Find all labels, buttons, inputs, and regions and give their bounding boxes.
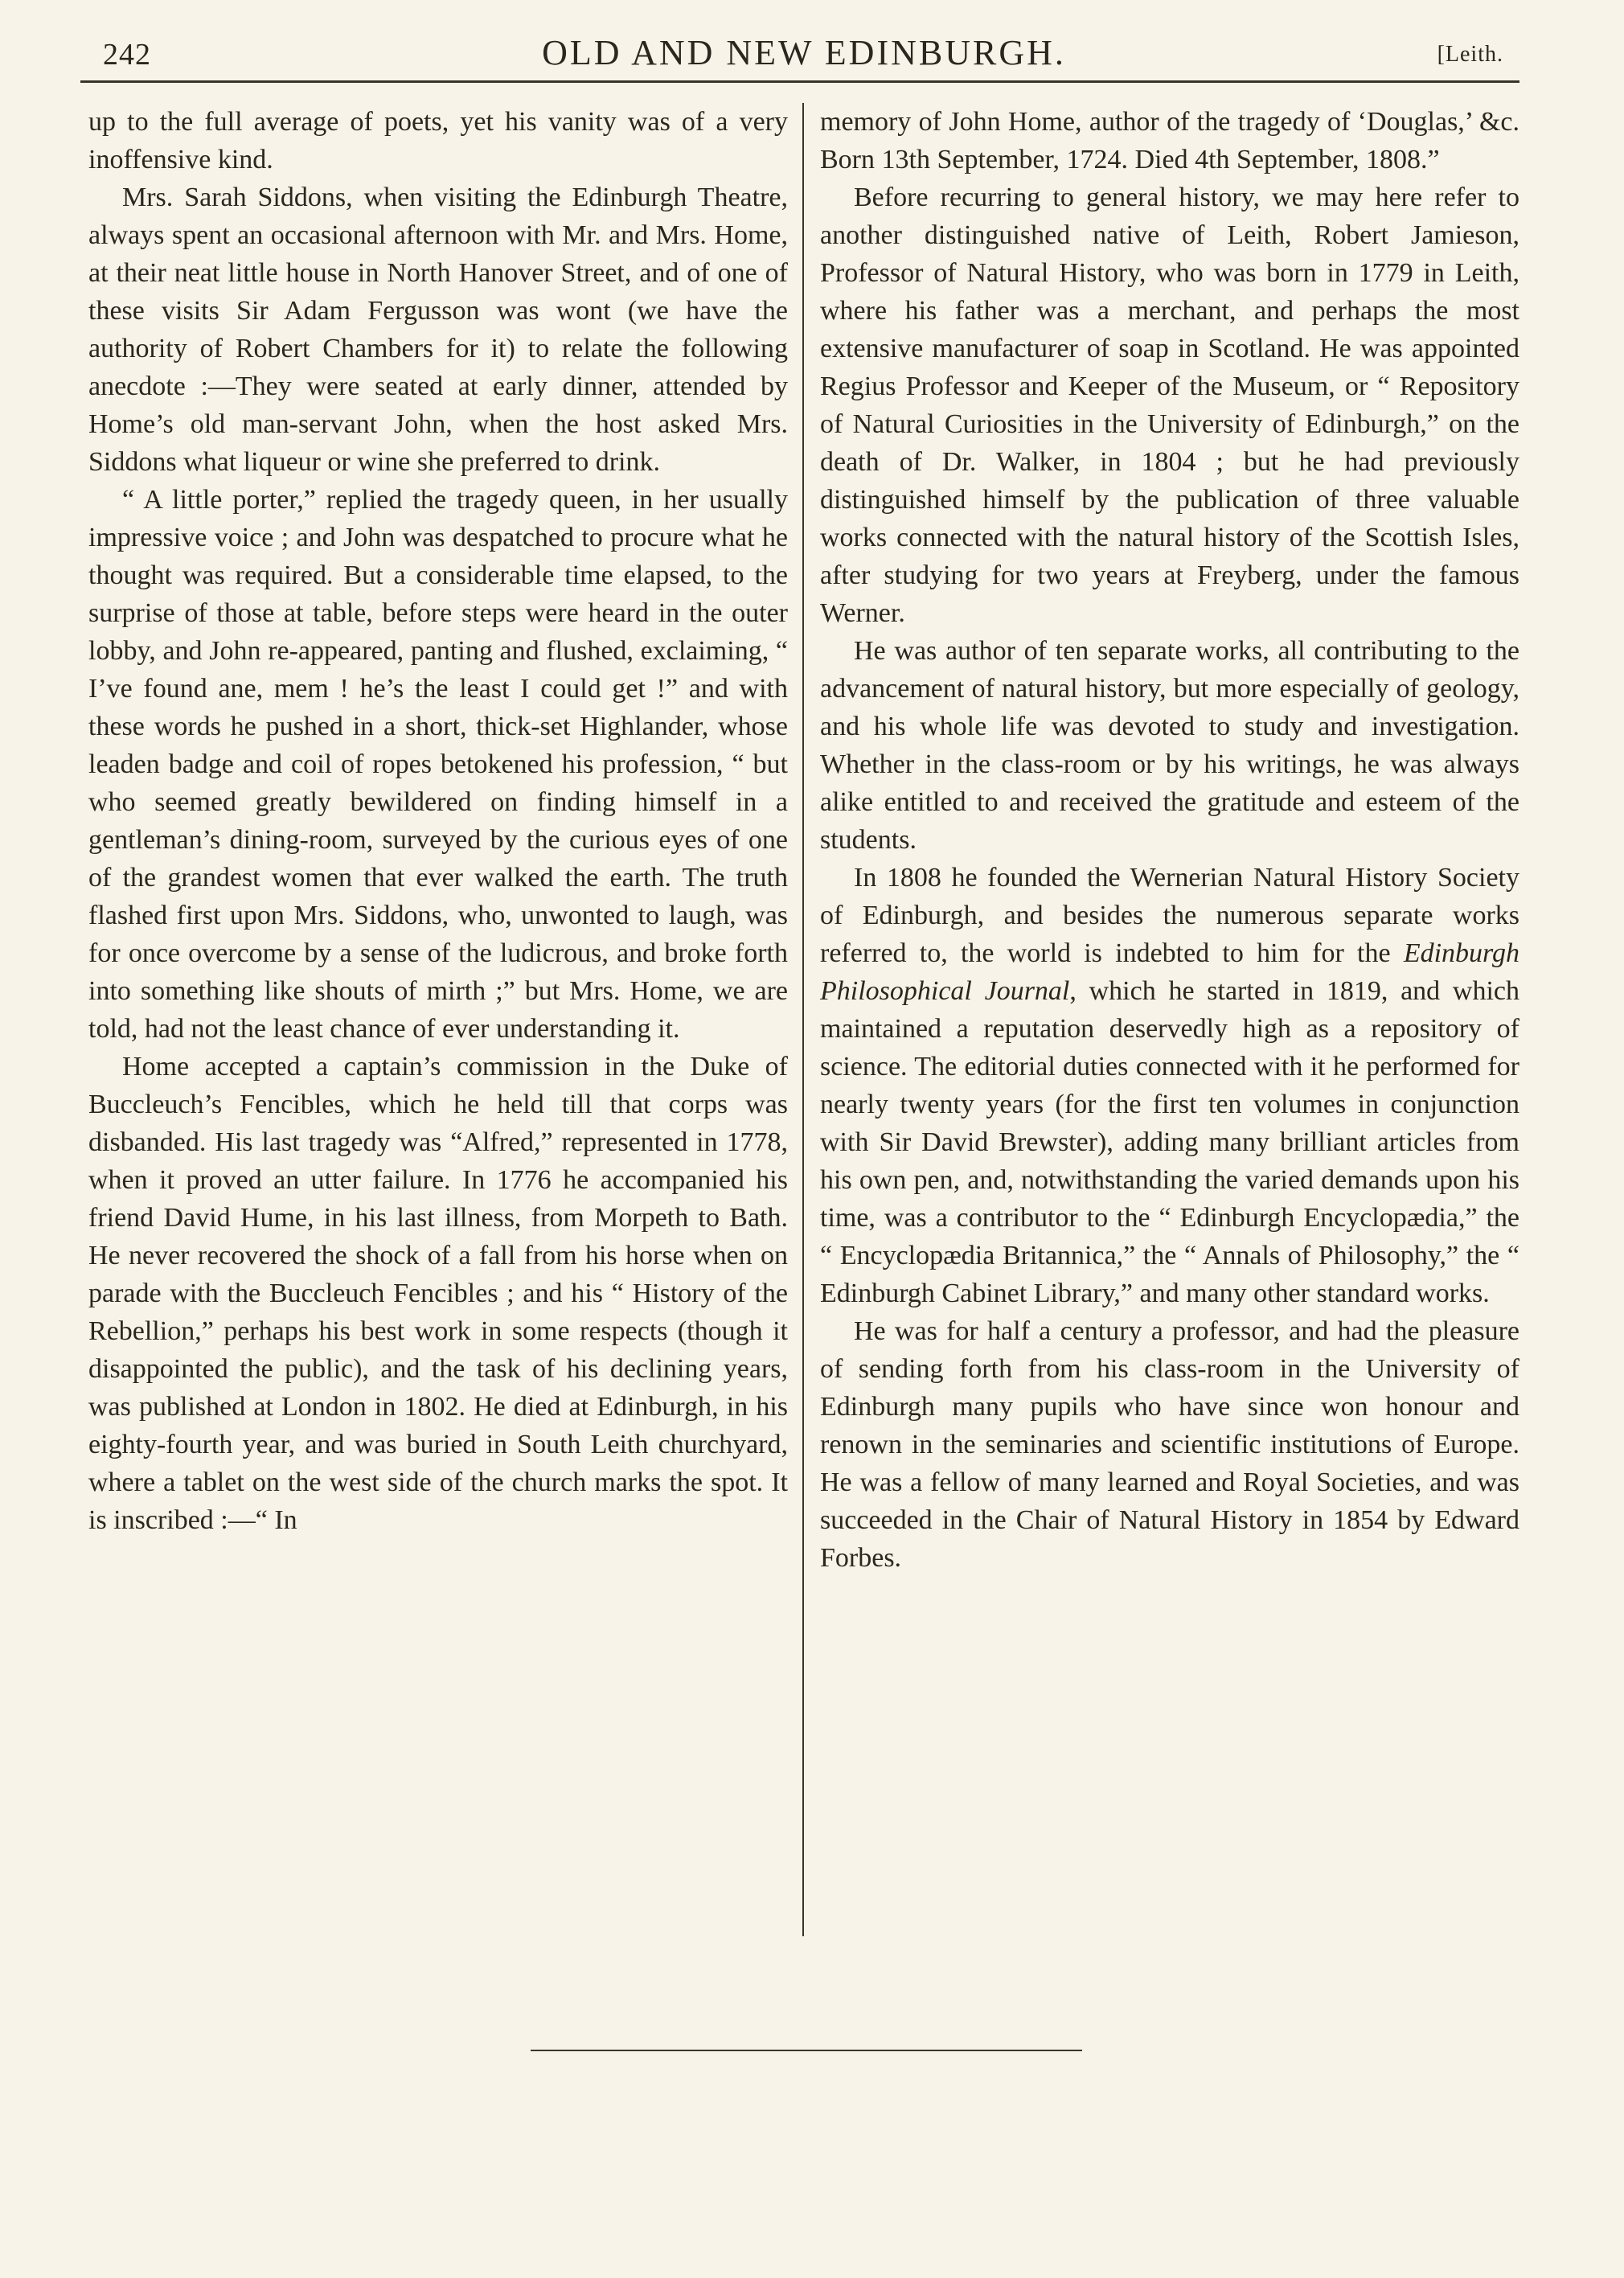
- paragraph-text: In 1808 he founded the Wernerian Natural History Society of Edinburgh, and besides the numerous separate works referred to, the world is indebted to him for the: [820, 863, 1519, 968]
- page-number: 242: [103, 38, 151, 72]
- end-rule: [531, 2050, 1082, 2051]
- paragraph: Before recurring to general history, we may here refer to another distinguished native of Leith, Robert Jamieson, Professor of Natural History, who was born in 1779 in Leith, where his father was a merchant, and perhaps the most extensive manufacturer of soap in Scotland. He was appointed Regius Professor and Keeper of the Museum, or “ Repository of Natural Curiosities in the University of Edinburgh,” on the death of Dr. Walker, in 1804 ; but he had previously distinguished himself by the publication of three valuable works connected with the natural history of the Scottish Isles, after studying for two years at Freyberg, under the famous Werner.: [820, 183, 1519, 628]
- running-title: OLD AND NEW EDINBURGH.: [542, 33, 1066, 72]
- section-tag: [Leith.: [1437, 42, 1503, 67]
- paragraph: Mrs. Sarah Siddons, when visiting the Edinburgh Theatre, always spent an occasional afternoon with Mr. and Mrs. Home, at their neat little house in North Hanover Street, and of one of these visits Sir Adam Fergusson was wont (we have the authority of Robert Chambers for it) to relate the following anecdote :—They were seated at early dinner, attended by Home’s old man-servant John, when the host asked Mrs. Siddons what liqueur or wine she preferred to drink.: [88, 183, 788, 477]
- page-header: [80, 32, 1528, 77]
- paragraph: memory of John Home, author of the tragedy of ‘Douglas,’ &c. Born 13th September, 1724. Died 4th September, 1808.”: [820, 107, 1519, 174]
- right-column: [820, 103, 1519, 1577]
- paragraph-text: , which he started in 1819, and which maintained a reputation deservedly high as a repository of science. The editorial duties connected with it he performed for nearly twenty years (for the first ten volumes in conjunction with Sir David Brewster), adding many brilliant articles from his own pen, and, notwithstanding the varied demands upon his time, was a contributor to the “ Edinburgh Encyclopædia,” the “ Encyclopædia Britannica,” the “ Annals of Philosophy,” the “ Edinburgh Cabinet Library,” and many other standard works.: [820, 976, 1519, 1308]
- paragraph: Home accepted a captain’s commission in the Duke of Buccleuch’s Fencibles, which he held till that corps was disbanded. His last tragedy was “Alfred,” represented in 1778, when it proved an utter failure. In 1776 he accompanied his friend David Hume, in his last illness, from Morpeth to Bath. He never recovered the shock of a fall from his horse when on parade with the Buccleuch Fencibles ; and his “ History of the Rebellion,” perhaps his best work in some respects (though it disappointed the public), and the task of his declining years, was published at London in 1802. He died at Edinburgh, in his eighty-fourth year, and was buried in South Leith churchyard, where a tablet on the west side of the church marks the spot. It is inscribed :—“ In: [88, 1052, 788, 1535]
- header-rule: [80, 80, 1519, 83]
- paragraph: “ A little porter,” replied the tragedy queen, in her usually impressive voice ; and John was despatched to procure what he thought was required. But a considerable time elapsed, to the surprise of those at table, before steps were heard in the outer lobby, and John re-appeared, panting and flushed, exclaiming, “ I’ve found ane, mem ! he’s the least I could get !” and with these words he pushed in a short, thick-set Highlander, whose leaden badge and coil of ropes betokened his profession, “ but who seemed greatly bewildered on finding himself in a gentleman’s dining-room, surveyed by the curious eyes of one of the grandest women that ever walked the earth. The truth flashed first upon Mrs. Siddons, who, unwonted to laugh, was for once overcome by a sense of the ludicrous, and broke forth into something like shouts of mirth ;” but Mrs. Home, we are told, had not the least chance of ever understanding it.: [88, 485, 788, 1044]
- paragraph: He was author of ten separate works, all contributing to the advancement of natural history, but more especially of geology, and his whole life was devoted to study and investigation. Whether in the class-room or by his writings, he was always alike entitled to and received the gratitude and esteem of the students.: [820, 636, 1519, 855]
- paragraph: [820, 859, 1519, 1312]
- paragraph: He was for half a century a professor, and had the pleasure of sending forth from his class-room in the University of Edinburgh many pupils who have since won honour and renown in the seminaries and scientific institutions of Europe. He was a fellow of many learned and Royal Societies, and was succeeded in the Chair of Natural History in 1854 by Edward Forbes.: [820, 1316, 1519, 1573]
- column-divider: [802, 103, 804, 1936]
- paragraph: up to the full average of poets, yet his vanity was of a very inoffensive kind.: [88, 107, 788, 174]
- left-column: [88, 103, 788, 1539]
- journal-title: Edinburgh Philosophical Journal: [820, 938, 1519, 1006]
